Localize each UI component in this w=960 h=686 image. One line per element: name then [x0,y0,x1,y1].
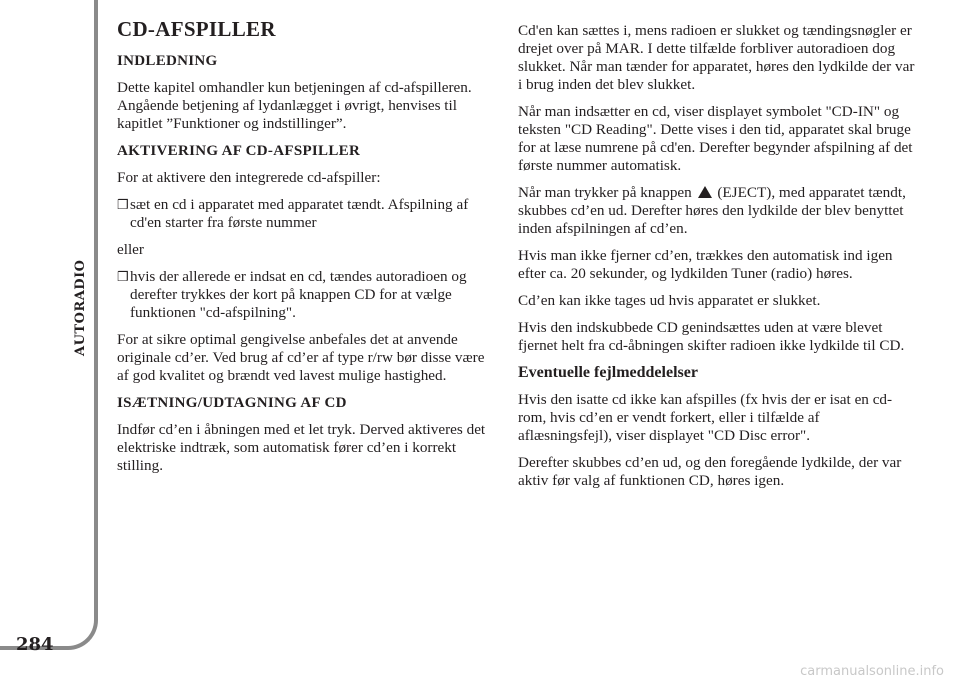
paragraph: Hvis den isatte cd ikke kan afspilles (fx hvis der er isat en cd-rom, hvis cd’en er vendt forkert, eller i tilfælde af aflæsningsfejl), viser displayet "CD Disc error". [518,391,893,444]
watermark: carmanualsonline.info [800,664,944,679]
checkbox-bullet-icon: ❒ [117,197,129,212]
insert-heading: ISÆTNING/UDTAGNING AF CD [117,395,347,411]
checkbox-bullet-icon: ❒ [117,269,129,284]
activation-heading: AKTIVERING AF CD-AFSPILLER [117,143,361,159]
paragraph: Cd’en kan ikke tages ud hvis apparatet er slukket. [518,292,821,309]
page-number: 284 [16,634,54,655]
intro-text: Dette kapitel omhandler kun betjeningen af cd-afspilleren. Angående betjening af lydanlægget i øvrigt, henvises til kapitlet ”Funktioner og indstillinger”. [117,79,472,132]
paragraph-text: Når man trykker på knappen [518,184,692,201]
or-text: eller [117,241,144,258]
list-item [117,268,495,322]
eject-icon [698,186,712,198]
page-title: CD-AFSPILLER [117,17,276,41]
paragraph: Hvis den indskubbede CD genindsættes uden at være blevet fjernet helt fra cd-åbningen skifter radioen ikke lydkilde til CD. [518,319,905,354]
left-column [117,18,495,484]
list-item-text: sæt en cd i apparatet med apparatet tændt. Afspilning af cd'en starter fra første nummer [130,196,469,231]
paragraph-text: (EJECT), med apparatet tændt, skubbes cd’en ud. Derefter høres den lydkilde der blev benyttet inden afspilningen af cd’en. [518,184,906,237]
right-column [518,22,916,499]
list-item-text: hvis der allerede er indsat en cd, tændes autoradioen og derefter trykkes der kort på knappen CD for at vælge funktionen "cd-afspilning". [130,268,467,321]
eject-paragraph [518,184,916,238]
paragraph: Cd'en kan sættes i, mens radioen er slukket og tændingsnøgler er drejet over på MAR. I dette tilfælde forbliver autoradioen dog slukket. Når man tænder for apparatet, høres den lydkilde der var i brug inden det blev slukket. [518,22,915,93]
paragraph: Hvis man ikke fjerner cd’en, trækkes den automatisk ind igen efter ca. 20 sekunder, og lydkilden Tuner (radio) høres. [518,247,893,282]
activation-text: For at aktivere den integrerede cd-afspiller: [117,169,381,186]
insert-text: Indfør cd’en i åbningen med et let tryk. Derved aktiveres det elektriske indtræk, som automatisk fører cd’en i korrekt stilling. [117,421,486,474]
intro-heading: INDLEDNING [117,53,218,69]
paragraph: Når man indsætter en cd, viser displayet symbolet "CD-IN" og teksten "CD Reading". Dette vises i den tid, apparatet skal bruge for at læse numrene på cd'en. Derefter begynder afspilning af det første nummer automatisk. [518,103,913,174]
section-label: AUTORADIO [73,259,88,356]
quality-text: For at sikre optimal gengivelse anbefales det at anvende originale cd’er. Ved brug af cd’er af type r/rw bør disse være af god kvalitet og brændt ved lavest mulige hastighed. [117,331,485,384]
errors-heading: Eventuelle fejlmeddelelser [518,364,698,381]
list-item [117,196,495,232]
paragraph: Derefter skubbes cd’en ud, og den foregående lydkilde, der var aktiv før valg af funktionen CD, høres igen. [518,454,902,489]
